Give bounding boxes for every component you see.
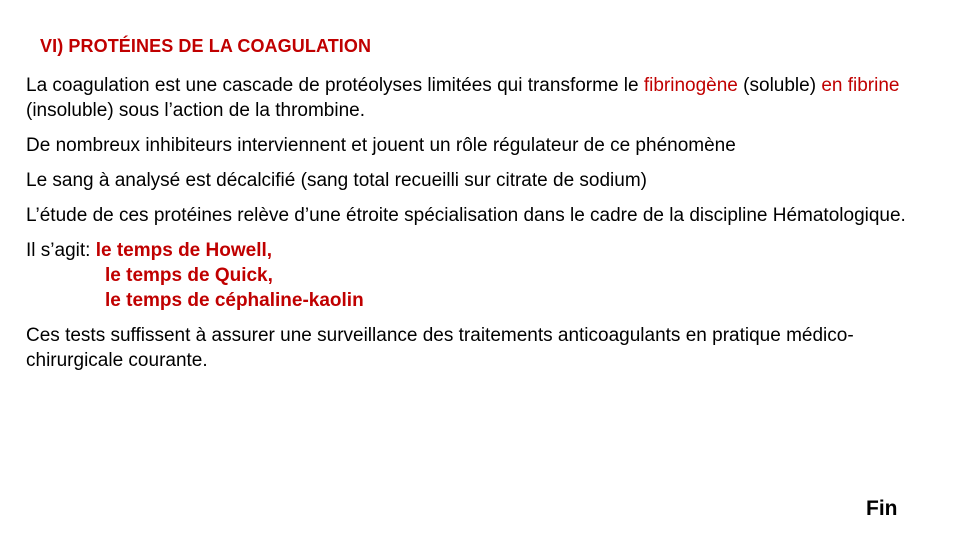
paragraph-tests [26, 238, 946, 313]
highlight-en-fibrine: en fibrine [821, 75, 900, 96]
paragraph-etude: L’étude de ces protéines relève d’une étroite spécialisation dans le cadre de la discipline Hématologique. [26, 205, 906, 226]
paragraph-surveillance: Ces tests suffissent à assurer une surveillance des traitements anticoagulants en pratique médico-chirurgicale courante. [26, 325, 854, 371]
paragraph-coagulation-text-1: La coagulation est une cascade de protéolyses limitées qui transforme le [26, 75, 644, 96]
test-item-howell: le temps de Howell, [95, 240, 273, 261]
fin-label: Fin [866, 497, 898, 520]
paragraph-coagulation [26, 73, 946, 123]
paragraph-coagulation-text-3: (insoluble) sous l’action de la thrombine. [26, 100, 366, 121]
tests-intro: Il s’agit: [26, 240, 96, 261]
highlight-fibrinogene: fibrinogène [643, 75, 738, 96]
paragraph-sang: Le sang à analysé est décalcifié (sang total recueilli sur citrate de sodium) [26, 170, 647, 191]
slide-title: VI) PROTÉINES DE LA COAGULATION [40, 36, 372, 56]
slide-body [26, 73, 946, 383]
tests-first-line [26, 238, 946, 263]
test-item-quick: le temps de Quick, [105, 265, 273, 286]
paragraph-inhibiteurs: De nombreux inhibiteurs interviennent et jouent un rôle régulateur de ce phénomène [26, 135, 736, 156]
test-item-cephaline: le temps de céphaline-kaolin [105, 290, 364, 311]
paragraph-coagulation-text-2: (soluble) [737, 75, 822, 96]
